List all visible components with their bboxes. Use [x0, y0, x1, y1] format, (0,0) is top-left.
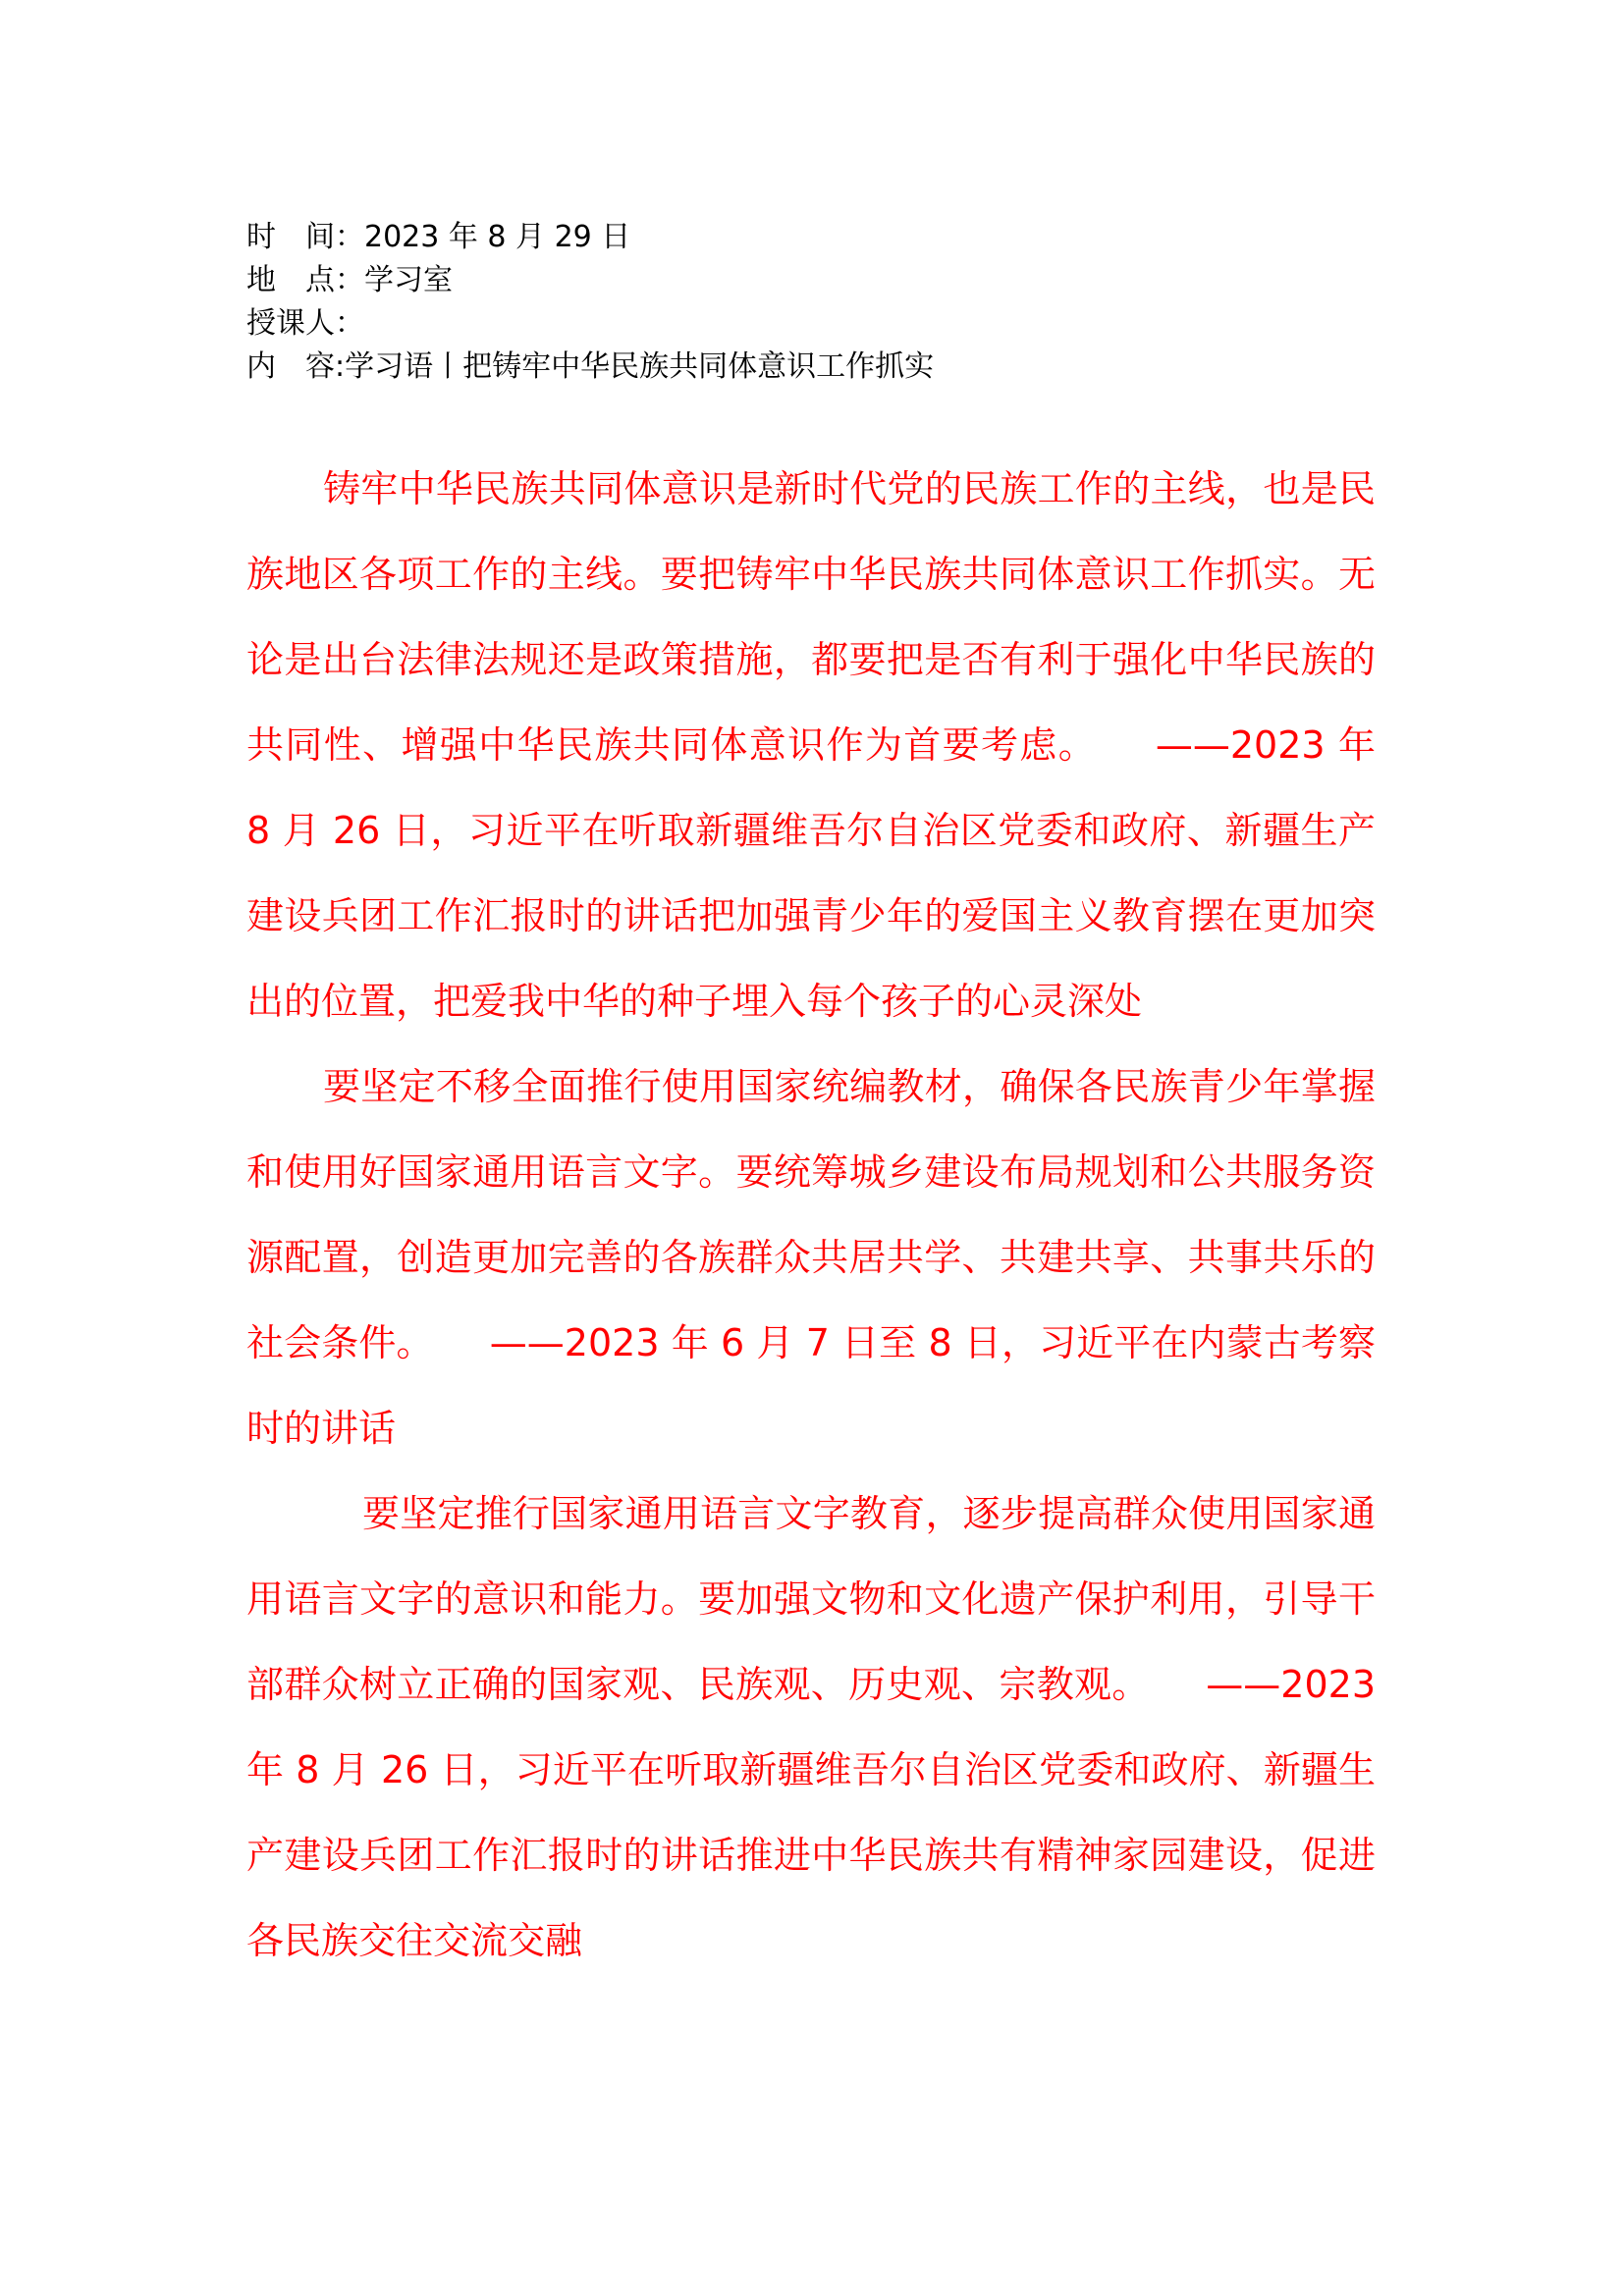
time-value: 2023 年 8 月 29 日 [364, 220, 631, 254]
place-label: 地 点： [246, 263, 364, 297]
time-label: 时 间： [246, 220, 364, 254]
paragraph-1: 铸牢中华民族共同体意识是新时代党的民族工作的主线，也是民族地区各项工作的主线。要把铸牢中华民族共同体意识工作抓实。无论是出台法律法规还是政策措施，都要把是否有利于强化中华民族的共同性、增强中华民族共同体意识作为首要考虑。 ——2023 年 8 月 26 日，习近平在听取新疆维吾尔自治区党委和政府、新疆生产建设兵团工作汇报时的讲话把加强青少年的爱国主义教育摆在更加突出的位置，把爱我中华的种子埋入每个孩子的心灵深处 [246, 467, 1376, 1023]
document-body [246, 447, 1376, 1984]
content-label: 内 容: [246, 349, 346, 384]
content-value: 学习语丨把铸牢中华民族共同体意识工作抓实 [345, 349, 935, 384]
place-line [246, 259, 1376, 302]
content-line [246, 346, 1376, 389]
document-header [246, 216, 1376, 389]
paragraph-2: 要坚定不移全面推行使用国家统编教材，确保各民族青少年掌握和使用好国家通用语言文字。要统筹城乡建设布局规划和公共服务资源配置，创造更加完善的各族群众共居共学、共建共享、共事共乐的社会条件。 ——2023 年 6 月 7 日至 8 日，习近平在内蒙古考察时的讲话 [246, 1065, 1376, 1450]
teacher-line [246, 302, 1376, 346]
place-value: 学习室 [364, 263, 453, 297]
time-line [246, 216, 1376, 259]
paragraph-3: 要坚定推行国家通用语言文字教育，逐步提高群众使用国家通用语言文字的意识和能力。要加强文物和文化遗产保护利用，引导干部群众树立正确的国家观、民族观、历史观、宗教观。 ——2023 年 8 月 26 日，习近平在听取新疆维吾尔自治区党委和政府、新疆生产建设兵团工作汇报时的讲话推进中华民族共有精神家园建设，促进各民族交往交流交融 [246, 1492, 1376, 1962]
teacher-label: 授课人： [246, 306, 364, 341]
